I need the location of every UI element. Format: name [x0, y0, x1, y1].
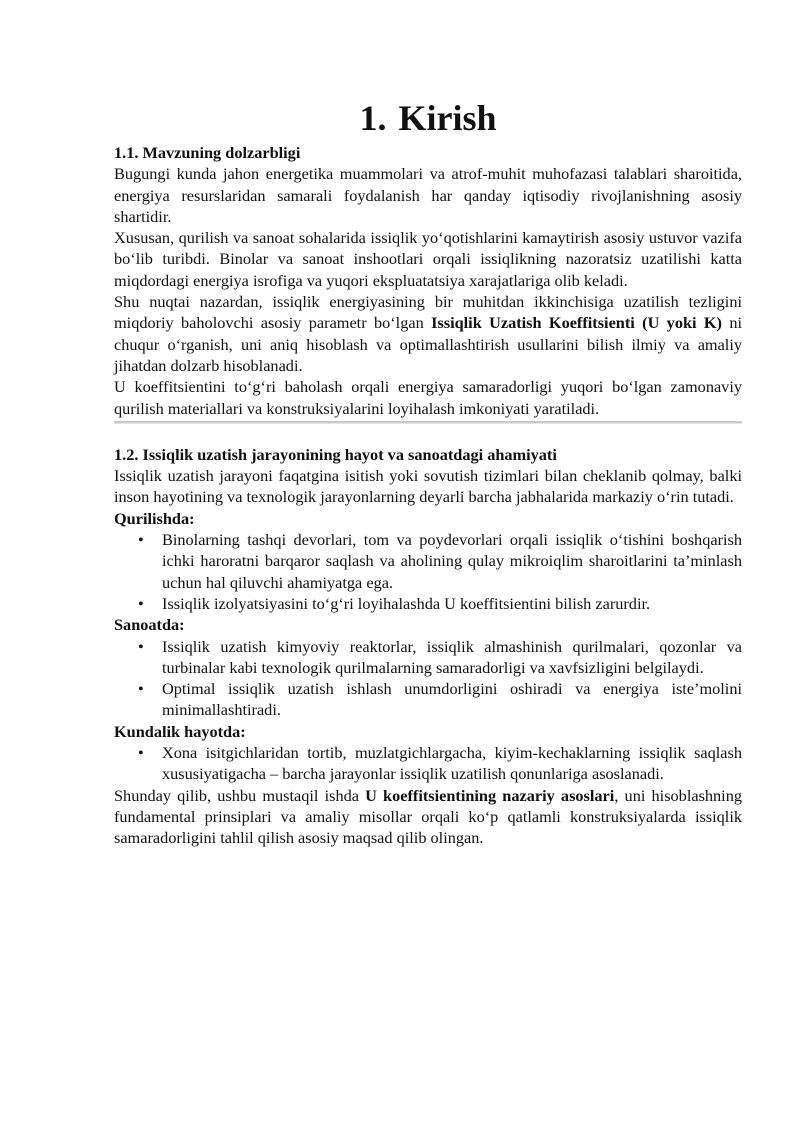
section-1-1-paragraph-3 — [114, 291, 742, 376]
industry-list — [114, 636, 742, 721]
bullet-icon: • — [138, 530, 144, 550]
u-coefficient-term: Issiqlik Uzatish Koeffitsienti (U yoki K) — [431, 313, 722, 333]
bullet-icon: • — [138, 593, 144, 613]
list-item — [138, 678, 742, 721]
conclusion-text-start: Shunday qilib, ushbu mustaqil ishda — [114, 785, 366, 805]
chapter-heading — [114, 96, 742, 140]
conclusion-paragraph — [114, 785, 742, 849]
daily-life-list — [114, 742, 742, 785]
section-1-2-intro: Issiqlik uzatish jarayoni faqatgina isitish yoki sovutish tizimlari bilan cheklanib qolmay, balki inson hayotining va texnologik jarayonlarning deyarli barcha jabhalarida markaziy o‘rin tutadi. — [114, 466, 742, 507]
bullet-icon: • — [138, 743, 144, 763]
section-1-1-title: 1.1. Mavzuning dolzarbligi — [114, 143, 301, 162]
list-item-text: Xona isitgichlaridan tortib, muzlatgichlargacha, kiyim-kechaklarning issiqlik saqlash xususiyatigacha – barcha jarayonlar issiqlik uzatilish qonunlariga asoslanadi. — [162, 743, 742, 784]
section-1-1-paragraph-1: Bugungi kunda jahon energetika muammolari va atrof-muhit muhofazasi talablari sharoitida, energiya resurslaridan samarali foydalanish har qanday iqtisodiy rivojlanishning asosiy shartidir. — [114, 164, 742, 226]
construction-list — [114, 529, 742, 614]
list-item-text: Issiqlik izolyatsiyasini to‘g‘ri loyihalashda U koeffitsientini bilish zarurdir. — [162, 593, 651, 613]
list-item-text: Optimal issiqlik uzatish ishlash unumdorligini oshiradi va energiya iste’molini minimallashtiradi. — [162, 679, 742, 720]
daily-life-label: Kundalik hayotda: — [114, 721, 246, 741]
theory-term: U koeffitsientining nazariy asoslari — [365, 785, 615, 805]
construction-label: Qurilishda: — [114, 508, 195, 528]
paragraph-3-text-end: ni chuqur o‘rganish, uni aniq hisoblash va optimallashtirish usullarini bilish ilmiy va amaliy jihatdan dolzarb hisoblanadi. — [114, 313, 742, 375]
list-item — [138, 593, 742, 614]
list-item-text: Issiqlik uzatish kimyoviy reaktorlar, issiqlik almashinish qurilmalari, qozonlar va turbinalar kabi texnologik qurilmalarning samaradorligi va xavfsizligini belgilaydi. — [162, 636, 742, 677]
conclusion-text-end: , uni hisoblashning fundamental prinsiplari va amaliy misollar orqali ko‘p qatlamli konstruksiyalarda issiqlik samaradorligini tahlil qilish asosiy maqsad qilib olingan. — [114, 785, 742, 848]
list-item — [138, 529, 742, 593]
section-1-1-paragraph-2: Xususan, qurilish va sanoat sohalarida issiqlik yo‘qotishlarini kamaytirish asosiy ustuvor vazifa bo‘lib turibdi. Binolar va sanoat inshootlari orqali issiqlikning nazoratsiz uzatilishi katta miqdordagi energiya isrofiga va yuqori ekspluatatsiya xarajatlariga olib keladi. — [114, 228, 742, 290]
list-item-text: Binolarning tashqi devorlari, tom va poydevorlari orqali issiqlik o‘tishini boshqarish ichki haroratni barqaror saqlash va aholining qulay mikroiqlim sharoitlarini ta’minlash uchun hal qiluvchi ahamiyatga ega. — [162, 530, 742, 592]
section-1-1-paragraph-4: U koeffitsientini to‘g‘ri baholash orqali energiya samaradorligi yuqori bo‘lgan zamonaviy qurilish materiallari va konstruksiyalarini loyihalash imkoniyati yaratiladi. — [114, 377, 742, 418]
section-divider — [114, 421, 742, 424]
chapter-number: 1. — [359, 98, 387, 138]
industry-label: Sanoatda: — [114, 615, 185, 635]
section-1-2-title: 1.2. Issiqlik uzatish jarayonining hayot va sanoatdagi ahamiyati — [114, 444, 557, 464]
document-page — [114, 96, 742, 849]
bullet-icon: • — [138, 636, 144, 656]
paragraph-3-text-start: Shu nuqtai nazardan, issiqlik energiyasining bir muhitdan ikkinchisiga uzatilish tezligini miqdoriy baholovchi asosiy parametr bo‘lgan — [114, 292, 742, 333]
bullet-icon: • — [138, 679, 144, 699]
list-item — [138, 742, 742, 785]
chapter-title: Kirish — [398, 98, 497, 138]
list-item — [138, 636, 742, 679]
